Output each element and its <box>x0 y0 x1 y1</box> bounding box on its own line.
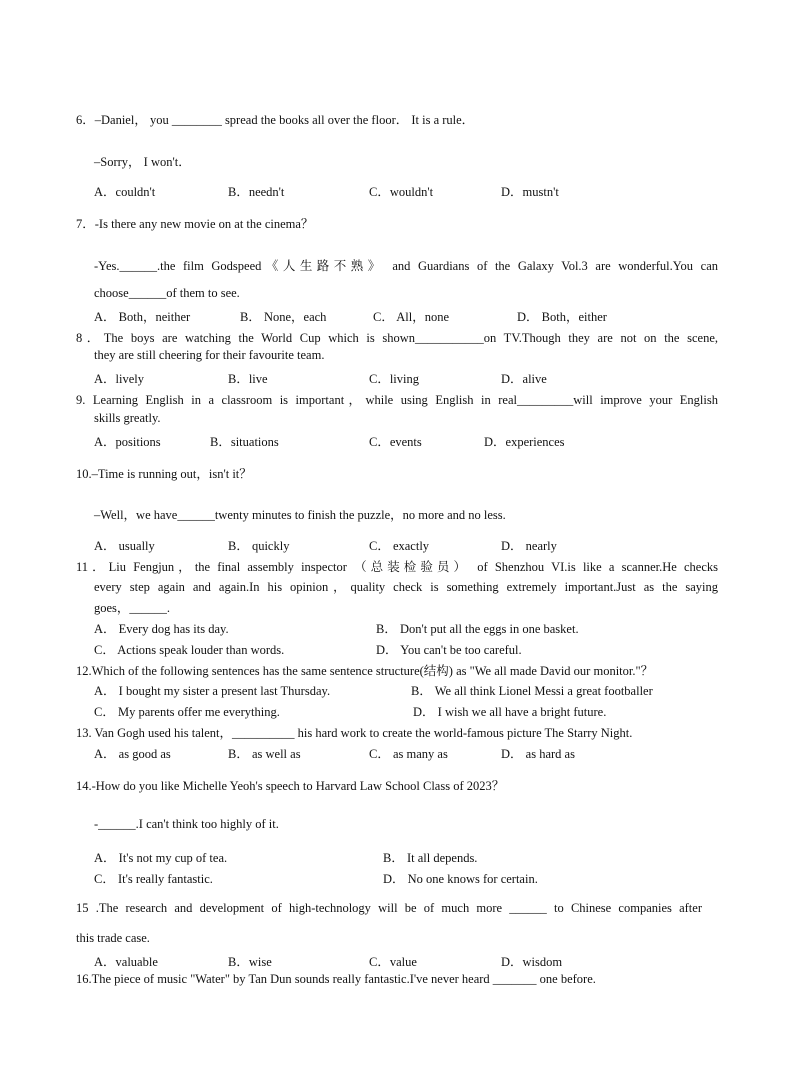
q7-reply-line1: -Yes.______.the film Godspeed《人生路不熟》 and Guardians of the Galaxy Vol.3 are wonderful.You can <box>94 259 718 273</box>
q10-option-b: B． quickly <box>228 539 290 553</box>
q6-option-c: C．wouldn't <box>369 185 434 199</box>
q10-option-c: C． exactly <box>369 539 430 553</box>
q12-option-c: C． My parents offer me everything. <box>94 705 280 719</box>
q11-option-c: C． Actions speak louder than words. <box>94 643 285 657</box>
q15-option-d: D．wisdom <box>501 955 563 969</box>
q6-option-b: B．needn't <box>228 185 285 199</box>
q7-option-c: C． All，none <box>373 310 450 324</box>
q9-option-c: C．events <box>369 435 422 449</box>
q11-stem-line1: 11．Liu Fengjun，the final assembly inspector （总装检验员） of Shenzhou VI.is like a scanner.He checks <box>76 560 718 574</box>
q12-option-b: B． We all think Lionel Messi a great footballer <box>411 684 653 698</box>
q9-option-a: A．positions <box>94 435 161 449</box>
q14-stem: 14.-How do you like Michelle Yeoh's speech to Harvard Law School Class of 2023？ <box>76 779 505 793</box>
q10-stem: 10.–Time is running out，isn't it？ <box>76 467 252 481</box>
q15-option-c: C．value <box>369 955 417 969</box>
q6-option-a: A．couldn't <box>94 185 156 199</box>
q7-option-b: B． None，each <box>240 310 327 324</box>
q10-option-d: D． nearly <box>501 539 557 553</box>
q13-option-a: A． as good as <box>94 747 171 761</box>
q8-option-c: C．living <box>369 372 420 386</box>
q9-stem-line2: skills greatly. <box>94 411 161 425</box>
q10-reply: –Well，we have______twenty minutes to finish the puzzle，no more and no less. <box>94 508 506 522</box>
q7-stem: 7．-Is there any new movie on at the cinema？ <box>76 217 314 231</box>
q7-option-d: D． Both，either <box>517 310 607 324</box>
q7-reply-line2: choose______of them to see. <box>94 286 240 300</box>
q8-stem-line2: they are still cheering for their favourite team. <box>94 348 325 362</box>
q13-option-d: D． as hard as <box>501 747 575 761</box>
q11-stem-line2: every step again and again.In his opinion，quality check is something extremely important.Just as the saying <box>94 580 718 594</box>
q14-option-a: A． It's not my cup of tea. <box>94 851 228 865</box>
q15-stem-line2: this trade case. <box>76 931 150 945</box>
q11-option-a: A． Every dog has its day. <box>94 622 229 636</box>
q15-option-a: A．valuable <box>94 955 158 969</box>
q15-stem-line1: 15 .The research and development of high-technology will be of much more ______ to Chinese companies after <box>76 901 702 915</box>
q9-option-b: B．situations <box>210 435 279 449</box>
q11-option-d: D． You can't be too careful. <box>376 643 522 657</box>
q8-option-b: B．live <box>228 372 268 386</box>
q12-stem: 12.Which of the following sentences has the same sentence structure(结构) as "We all made David our monitor."？ <box>76 664 654 678</box>
q7-option-a: A． Both，neither <box>94 310 191 324</box>
q14-reply: -______.I can't think too highly of it. <box>94 817 279 831</box>
q11-stem-line3: goes，______. <box>94 601 171 615</box>
q14-option-d: D． No one knows for certain. <box>383 872 538 886</box>
q9-stem-line1: 9. Learning English in a classroom is important，while using English in real_________will improve your English <box>76 393 718 407</box>
q8-option-d: D．alive <box>501 372 547 386</box>
q6-option-d: D．mustn't <box>501 185 559 199</box>
q6-reply: –Sorry， I won't． <box>94 155 191 169</box>
q8-option-a: A．lively <box>94 372 144 386</box>
q9-option-d: D．experiences <box>484 435 565 449</box>
q12-option-d: D． I wish we all have a bright future. <box>413 705 607 719</box>
q13-option-c: C． as many as <box>369 747 448 761</box>
q16-stem: 16.The piece of music "Water" by Tan Dun sounds really fantastic.I've never heard _______ one before. <box>76 972 596 986</box>
q10-option-a: A． usually <box>94 539 155 553</box>
q6-stem: 6．–Daniel， you ________ spread the books all over the floor． It is a rule． <box>76 113 475 127</box>
q8-stem-line1: 8．The boys are watching the World Cup which is shown___________on TV.Though they are not on the scene, <box>76 331 718 345</box>
q14-option-b: B． It all depends. <box>383 851 478 865</box>
q13-option-b: B． as well as <box>228 747 301 761</box>
q13-stem: 13. Van Gogh used his talent，__________ his hard work to create the world-famous picture The Starry Night. <box>76 726 633 740</box>
q11-option-b: B． Don't put all the eggs in one basket. <box>376 622 579 636</box>
q12-option-a: A． I bought my sister a present last Thursday. <box>94 684 331 698</box>
q15-option-b: B．wise <box>228 955 272 969</box>
q14-option-c: C． It's really fantastic. <box>94 872 213 886</box>
